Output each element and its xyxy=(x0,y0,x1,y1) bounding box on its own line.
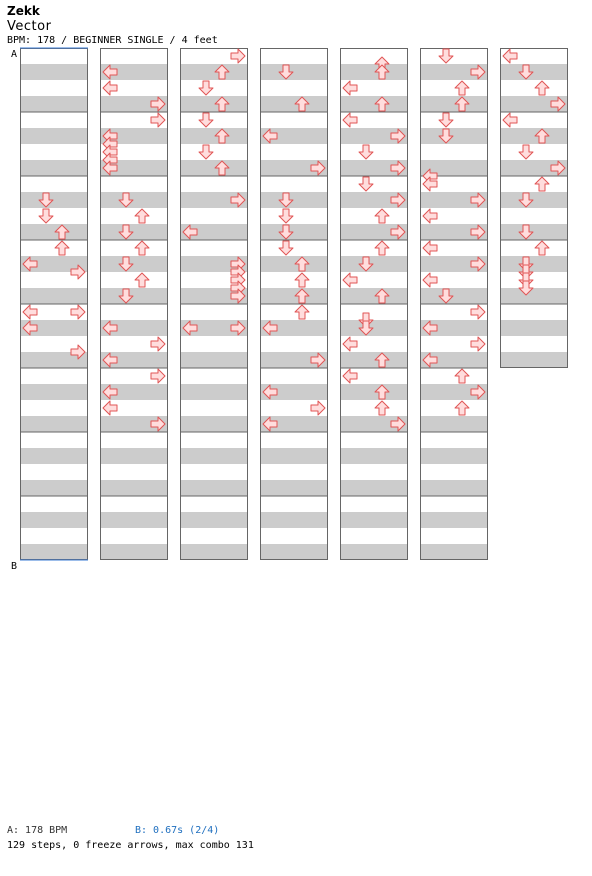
beat-stripe xyxy=(500,192,568,208)
beat-stripe xyxy=(420,544,488,560)
bpm-legend: A: 178 BPM xyxy=(7,825,68,836)
beat-stripe xyxy=(420,96,488,112)
beat-stripe xyxy=(340,512,408,528)
beat-stripe xyxy=(20,192,88,208)
bpm-marker-label: A xyxy=(11,49,18,60)
beat-stripe xyxy=(340,448,408,464)
chart-column xyxy=(340,48,408,560)
beat-stripe xyxy=(340,64,408,80)
beat-stripe xyxy=(100,480,168,496)
beat-stripe xyxy=(180,480,248,496)
beat-stripe xyxy=(180,352,248,368)
beat-stripe xyxy=(340,384,408,400)
beat-stripe xyxy=(260,192,328,208)
beat-stripe xyxy=(180,160,248,176)
beat-stripe xyxy=(180,384,248,400)
beat-stripe xyxy=(20,128,88,144)
beat-stripe xyxy=(20,64,88,80)
chart-column xyxy=(420,48,488,560)
beat-stripe xyxy=(420,128,488,144)
beat-stripe xyxy=(100,224,168,240)
beat-stripe xyxy=(180,96,248,112)
beat-stripe xyxy=(340,352,408,368)
beat-stripe xyxy=(20,448,88,464)
beat-stripe xyxy=(100,288,168,304)
footer-legend xyxy=(7,825,220,836)
beat-stripe xyxy=(20,224,88,240)
beat-stripe xyxy=(260,256,328,272)
beat-stripe xyxy=(500,320,568,336)
beat-stripe xyxy=(260,512,328,528)
beat-stripe xyxy=(340,480,408,496)
beat-stripe xyxy=(420,512,488,528)
beat-stripe xyxy=(340,320,408,336)
beat-stripe xyxy=(100,256,168,272)
beat-stripe xyxy=(20,480,88,496)
beat-stripe xyxy=(180,416,248,432)
beat-stripe xyxy=(500,64,568,80)
chart-column xyxy=(180,48,248,560)
beat-stripe xyxy=(500,224,568,240)
beat-stripe xyxy=(180,64,248,80)
beat-stripe xyxy=(180,448,248,464)
beat-stripe xyxy=(100,544,168,560)
beat-stripe xyxy=(260,544,328,560)
beat-stripe xyxy=(20,160,88,176)
step-stats: 129 steps, 0 freeze arrows, max combo 131 xyxy=(7,840,254,851)
beat-stripe xyxy=(500,352,568,368)
chart-column xyxy=(260,48,328,560)
beat-stripe xyxy=(20,384,88,400)
beat-stripe xyxy=(20,544,88,560)
stop-marker-label: B xyxy=(11,561,18,572)
beat-stripe xyxy=(340,256,408,272)
beat-stripe xyxy=(20,512,88,528)
beat-stripe xyxy=(340,288,408,304)
beat-stripe xyxy=(420,480,488,496)
beat-stripe xyxy=(420,416,488,432)
beat-stripe xyxy=(340,96,408,112)
beat-stripe xyxy=(420,288,488,304)
beat-stripe xyxy=(500,128,568,144)
beat-stripe xyxy=(20,416,88,432)
beat-stripe xyxy=(180,512,248,528)
beat-stripe xyxy=(20,96,88,112)
song-title: Vector xyxy=(7,19,52,34)
beat-stripe xyxy=(20,288,88,304)
beat-stripe xyxy=(100,192,168,208)
song-artist: Zekk xyxy=(7,4,40,18)
chart-column xyxy=(500,48,568,368)
beat-stripe xyxy=(420,448,488,464)
beat-stripe xyxy=(260,288,328,304)
beat-stripe xyxy=(260,64,328,80)
beat-stripe xyxy=(500,288,568,304)
beat-stripe xyxy=(260,480,328,496)
beat-stripe xyxy=(180,128,248,144)
stop-legend: B: 0.67s (2/4) xyxy=(135,825,220,836)
beat-stripe xyxy=(180,544,248,560)
beat-stripe xyxy=(100,512,168,528)
beat-stripe xyxy=(100,448,168,464)
beat-stripe xyxy=(260,96,328,112)
beat-stripe xyxy=(500,256,568,272)
beat-stripe xyxy=(260,448,328,464)
beat-stripe xyxy=(260,224,328,240)
chart-column xyxy=(100,48,168,560)
chart-column xyxy=(20,48,88,560)
chart-info: BPM: 178 / BEGINNER SINGLE / 4 feet xyxy=(7,35,218,46)
beat-stripe xyxy=(340,544,408,560)
